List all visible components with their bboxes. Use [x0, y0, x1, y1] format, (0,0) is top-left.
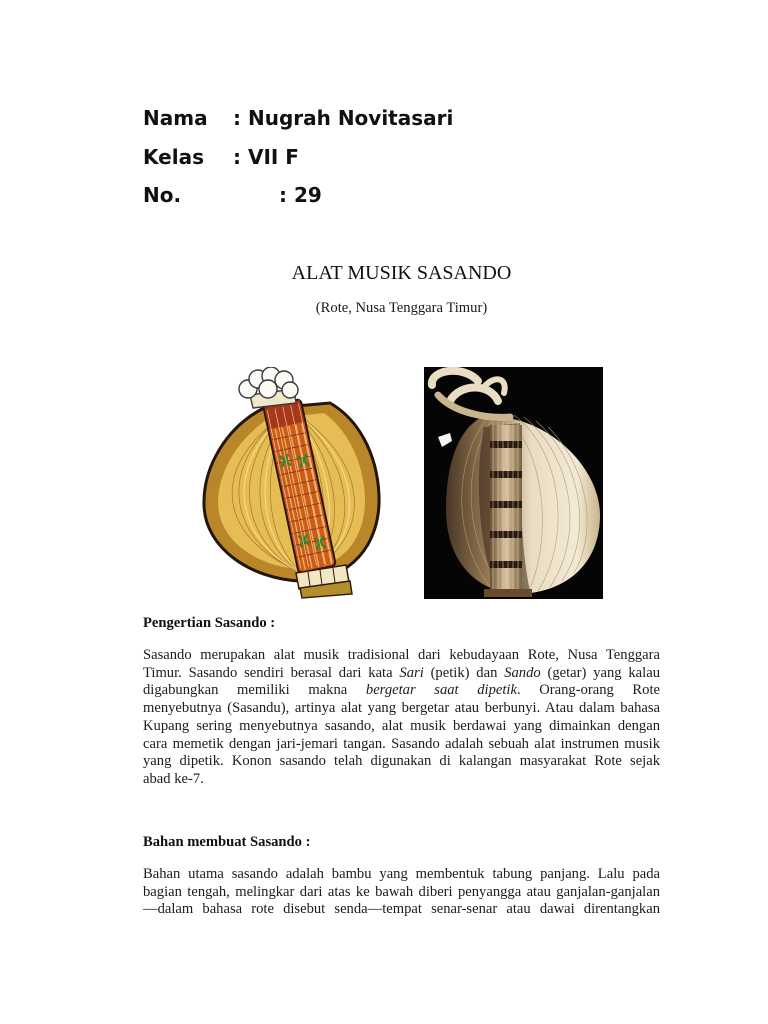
paragraph-line	[143, 901, 660, 919]
text-run: (petik) dan	[423, 664, 505, 681]
bamboo-tube	[490, 422, 522, 593]
text-run: bagian tengah, melingkar dari atas ke bawah diberi penyangga atau ganjalan-ganjalan	[143, 883, 660, 900]
text-run: Bahan utama sasando adalah bambu yang membentuk tabung panjang. Lalu pada	[143, 866, 660, 882]
text-run: Sasando merupakan alat musik tradisional dari kebudayaan Rote, Nusa Tenggara	[143, 647, 660, 663]
page-subtitle: (Rote, Nusa Tenggara Timur)	[315, 300, 488, 316]
tube-base	[484, 589, 532, 597]
section-paragraph	[143, 866, 660, 919]
section-heading: Pengertian Sasando :	[143, 615, 276, 631]
paragraph-line	[143, 647, 660, 665]
class-label: Kelas	[143, 145, 204, 169]
text-run: Kupang sering menyebutnya sasando, alat musik berdawai yang dimainkan dengan	[143, 717, 660, 734]
italic-text-run: Sari	[399, 664, 424, 681]
name-label: Nama	[143, 106, 208, 130]
text-run: yang dipetik. Konon sasando telah digunakan di kalangan masyarakat Rote sejak	[143, 753, 660, 770]
text-run: abad ke-7.	[143, 770, 204, 787]
page-title: ALAT MUSIK SASANDO	[291, 262, 512, 284]
italic-text-run: bergetar saat dipetik	[365, 682, 517, 699]
paragraph-line	[143, 682, 660, 700]
text-run: —dalam bahasa rote disebut senda—tempat senar-senar atau dawai direntangkan	[143, 901, 660, 917]
sasando-illustration-image	[200, 367, 382, 599]
paragraph-line	[143, 700, 660, 718]
text-run: digabungkan memiliki makna	[143, 682, 366, 699]
text-run: menyebutnya (Sasandu), artinya alat yang bergetar atau berbunyi. Atau dalam bahasa	[143, 700, 660, 717]
text-run: . Orang-orang Rote	[516, 682, 660, 699]
paragraph-line	[143, 753, 660, 771]
paragraph-line	[143, 884, 660, 902]
sasando-photo-image	[424, 367, 603, 599]
section-heading: Bahan membuat Sasando :	[143, 834, 311, 850]
name-value: : Nugrah Novitasari	[233, 106, 454, 130]
paragraph-line	[143, 771, 660, 789]
tuning-top-ornament	[239, 367, 298, 408]
number-value: : 29	[279, 183, 322, 207]
paragraph-line	[143, 665, 660, 683]
section-paragraph	[143, 647, 660, 789]
class-value: : VII F	[233, 145, 299, 169]
paragraph-line	[143, 866, 660, 884]
number-label: No.	[143, 183, 182, 207]
text-run: (getar) yang kalau	[540, 664, 660, 681]
text-run: cara memetik dengan jari-jemari tangan. Sasando adalah sebuah alat instrumen musik	[143, 735, 660, 752]
italic-text-run: Sando	[504, 664, 541, 681]
paragraph-line	[143, 736, 660, 754]
paragraph-line	[143, 718, 660, 736]
text-run: Timur. Sasando sendiri berasal dari kata	[143, 664, 400, 681]
